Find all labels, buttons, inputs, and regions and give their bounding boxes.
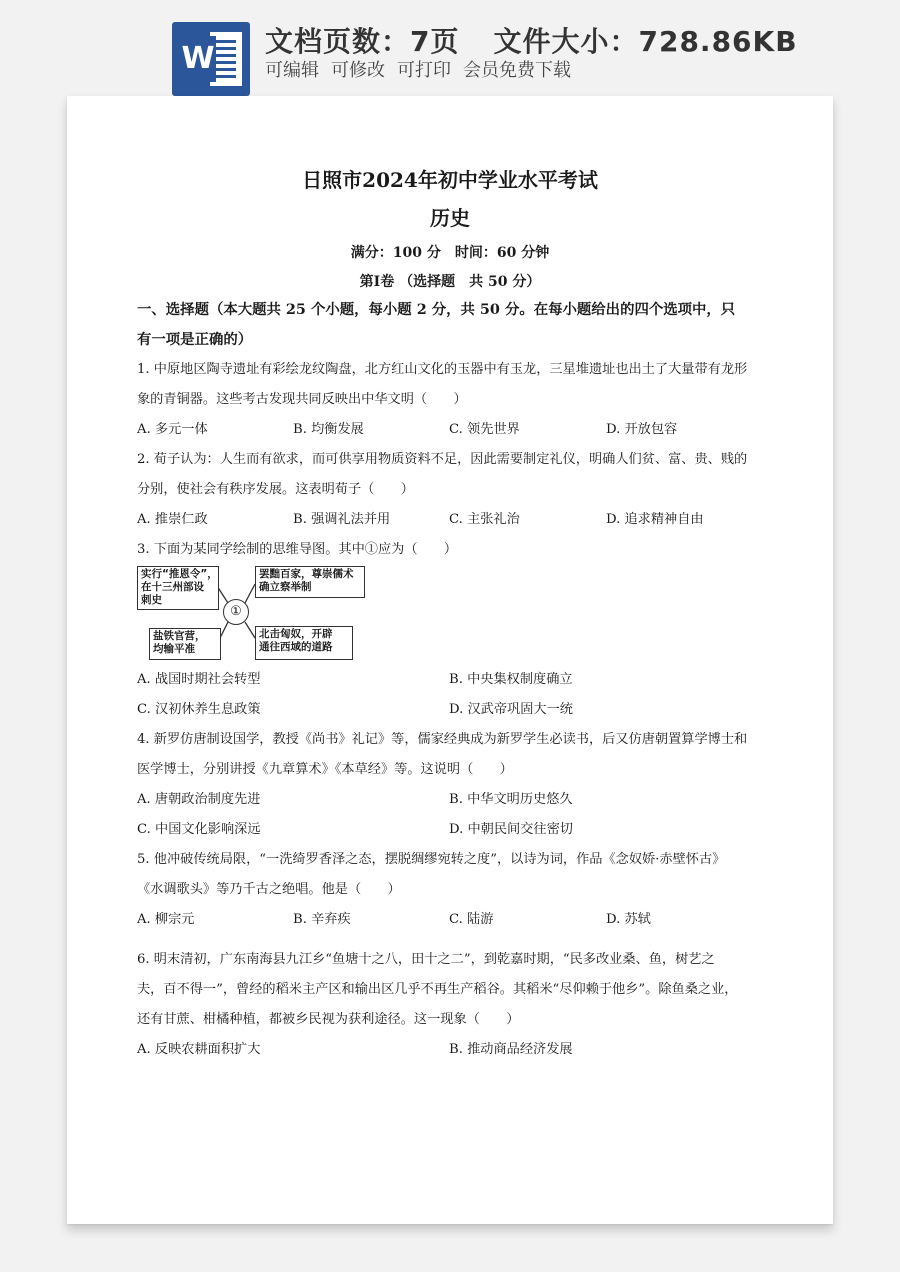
question-2-option-a[interactable]: A. 推崇仁政 <box>137 512 208 527</box>
question-1-option-b[interactable]: B. 均衡发展 <box>293 422 364 437</box>
volume-heading: 第Ⅰ卷 （选择题 共 50 分） <box>359 274 541 290</box>
question-1-option-c[interactable]: C. 领先世界 <box>449 422 520 437</box>
question-1-option-a[interactable]: A. 多元一体 <box>137 422 208 437</box>
question-1-text: 1. 中原地区陶寺遗址有彩绘龙纹陶盘，北方红山文化的玉器中有玉龙，三星堆遗址也出土了大量带有龙形 <box>137 362 748 377</box>
question-5-text: 5. 他冲破传统局限，“一洗绮罗香泽之态，摆脱绸缪宛转之度”，以诗为词，作品《念奴娇·赤壁怀古》 <box>137 852 726 867</box>
question-2-text-cont: 分别，使社会有秩序发展。这表明荀子（ ） <box>137 482 414 497</box>
feature-editable: 可编辑 <box>265 60 319 81</box>
section-instructions: 一、选择题（本大题共 25 个小题，每小题 2 分，共 50 分。在每小题给出的四个选项中，只 <box>137 301 736 318</box>
mind-map-center-node: ① <box>223 599 249 625</box>
question-4-text: 4. 新罗仿唐制设国学，教授《尚书》礼记》等，儒家经典成为新罗学生必读书，后又仿唐朝置算学博士和 <box>137 732 748 747</box>
question-2-text: 2. 荀子认为：人生而有欲求，而可供享用物质资料不足，因此需要制定礼仪，明确人们贫、富、贵、贱的 <box>137 452 748 467</box>
feature-free-download: 会员免费下载 <box>463 60 571 81</box>
banner <box>0 0 900 96</box>
mind-map-node-bottom-left: 盐铁官营， 均输平准 <box>149 628 221 660</box>
exam-meta: 满分：100 分 时间：60 分钟 <box>350 245 550 261</box>
mind-map-node-bottom-right: 北击匈奴，开辟 通往西域的道路 <box>255 626 353 660</box>
banner-features <box>265 56 583 82</box>
question-6-text: 6. 明末清初，广东南海县九江乡“鱼塘十之八，田十之二”，到乾嘉时期，“民多改业桑、鱼，树艺之 <box>137 952 715 967</box>
file-size: 文件大小：728.86KB <box>493 25 798 58</box>
question-3-option-c[interactable]: C. 汉初休养生息政策 <box>137 702 261 717</box>
question-6-option-a[interactable]: A. 反映农耕面积扩大 <box>137 1042 261 1057</box>
question-4-option-a[interactable]: A. 唐朝政治制度先进 <box>137 792 261 807</box>
question-2-option-d[interactable]: D. 追求精神自由 <box>606 512 704 527</box>
mind-map-node-top-right: 罢黜百家，尊崇儒术 确立察举制 <box>255 566 365 598</box>
question-1-option-d[interactable]: D. 开放包容 <box>606 422 678 437</box>
banner-title <box>265 20 798 60</box>
question-6-text-cont-2: 还有甘蔗、柑橘种植，都被乡民视为获利途径。这一现象（ ） <box>137 1012 520 1027</box>
section-instructions-cont: 有一项是正确的） <box>137 331 253 348</box>
question-3-text: 3. 下面为某同学绘制的思维导图。其中①应为（ ） <box>137 542 458 557</box>
question-3-option-b[interactable]: B. 中央集权制度确立 <box>449 672 573 687</box>
page-count: 文档页数：7页 <box>265 25 460 58</box>
question-4-option-b[interactable]: B. 中华文明历史悠久 <box>449 792 573 807</box>
question-5-option-c[interactable]: C. 陆游 <box>449 912 494 927</box>
question-6-option-b[interactable]: B. 推动商品经济发展 <box>449 1042 573 1057</box>
mind-map-diagram <box>137 566 365 664</box>
question-5-option-b[interactable]: B. 辛弃疾 <box>293 912 351 927</box>
question-4-text-cont: 医学博士，分别讲授《九章算术》《本草经》等。这说明（ ） <box>137 762 513 777</box>
question-4-option-c[interactable]: C. 中国文化影响深远 <box>137 822 261 837</box>
feature-modifiable: 可修改 <box>331 60 385 81</box>
document-page <box>67 96 833 1224</box>
question-4-option-d[interactable]: D. 中朝民间交往密切 <box>449 822 573 837</box>
question-2-option-b[interactable]: B. 强调礼法并用 <box>293 512 391 527</box>
question-3-option-a[interactable]: A. 战国时期社会转型 <box>137 672 261 687</box>
question-5-option-a[interactable]: A. 柳宗元 <box>137 912 195 927</box>
question-5-text-cont: 《水调歌头》等乃千古之绝唱。他是（ ） <box>137 882 401 897</box>
feature-printable: 可打印 <box>397 60 451 81</box>
mind-map-node-top-left: 实行“推恩令”， 在十三州部设 刺史 <box>137 566 219 610</box>
exam-title: 日照市2024年初中学业水平考试 <box>302 168 598 192</box>
question-5-option-d[interactable]: D. 苏轼 <box>606 912 651 927</box>
word-document-icon <box>172 22 250 96</box>
word-letter-w: W <box>180 36 216 82</box>
question-2-option-c[interactable]: C. 主张礼治 <box>449 512 520 527</box>
question-1-text-cont: 象的青铜器。这些考古发现共同反映出中华文明（ ） <box>137 392 467 407</box>
question-6-text-cont: 夫，百不得一”，曾经的稻米主产区和输出区几乎不再生产稻谷。其稻米“尽仰赖于他乡”。除鱼桑之业， <box>137 982 738 997</box>
question-3-option-d[interactable]: D. 汉武帝巩固大一统 <box>449 702 573 717</box>
exam-subject: 历史 <box>430 206 470 230</box>
